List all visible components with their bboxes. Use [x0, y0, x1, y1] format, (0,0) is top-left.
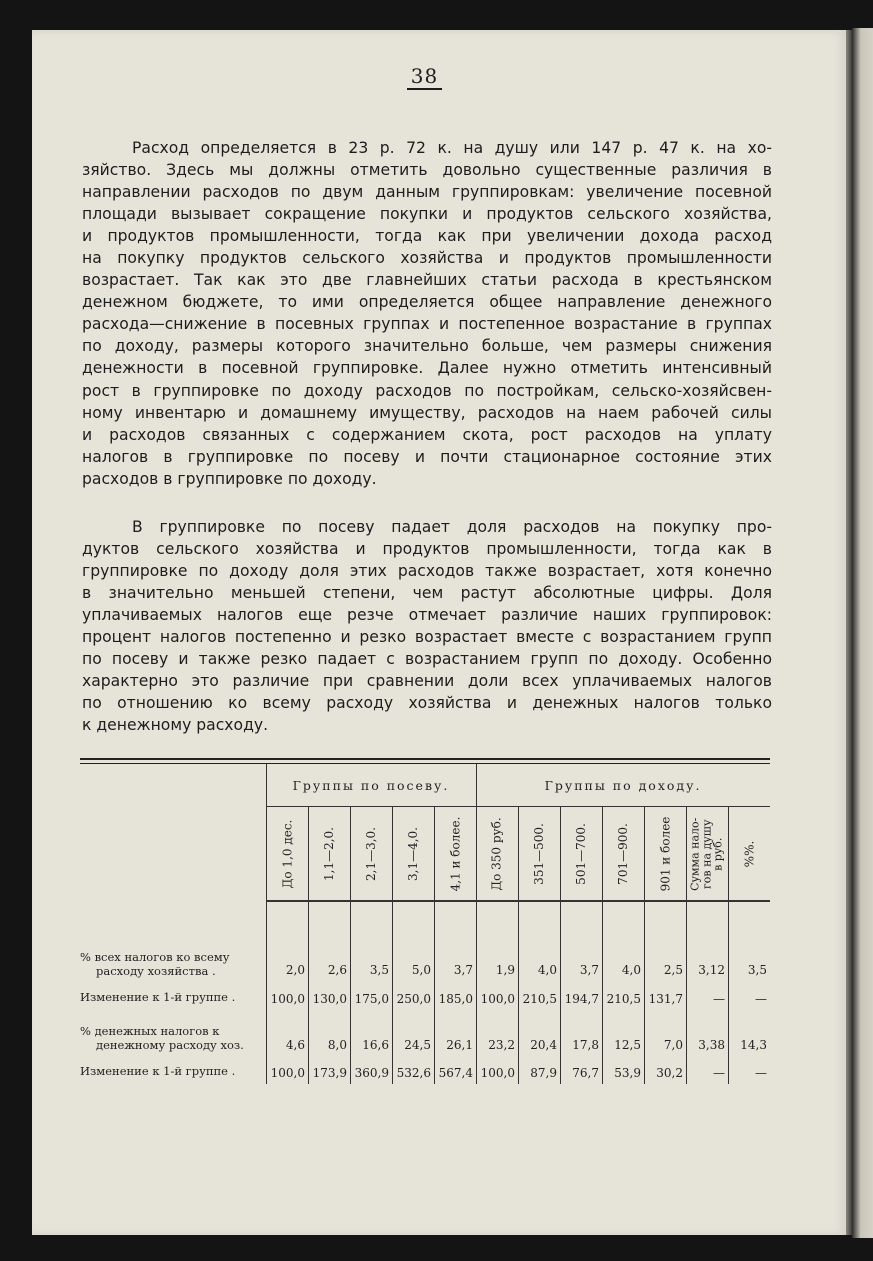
group-income-header: Группы по доходу. [544, 778, 702, 793]
row-label-line: денежному расходу хоз. [96, 1038, 244, 1052]
text-line: денежности в посевной группировке. Далее нужно отметить интенсивный [82, 359, 772, 378]
text-line: ному инвентарю и домашнему имуществу, расходов на наем рабочей силы [82, 403, 772, 422]
table-cell: 17,8 [572, 1038, 599, 1052]
text-line: по отношению ко всему расходу хозяйства и денежных налогов только [82, 694, 772, 713]
table-cell: 8,0 [327, 1038, 347, 1052]
column-header-text: 351—500. [532, 823, 546, 885]
row-label-line: % денежных налогов к [80, 1024, 220, 1038]
text-line: на покупку продуктов сельского хозяйства и продуктов промышленности [82, 249, 772, 268]
column-header-text: 2,1—3,0. [364, 827, 379, 881]
table-cell: 2,6 [327, 963, 347, 977]
text-line: направлении расходов по двум данным группировкам: увеличение посевной [82, 183, 772, 202]
table-cell: 3,38 [698, 1038, 725, 1052]
text-line: расходов в группировке по доходу. [82, 469, 377, 488]
column-header [645, 806, 685, 902]
table-cell: 53,9 [614, 1066, 641, 1080]
text-line: к денежному расходу. [82, 716, 269, 735]
column-header-text: До 1,0 дес. [280, 819, 294, 889]
table-cell: 3,7 [579, 963, 599, 977]
text-line: в значительно меньшей степени, чем растут абсолютные цифры. Доля [82, 584, 772, 603]
column-header-text: 3,1—4,0. [406, 827, 421, 881]
column-header [435, 806, 475, 902]
table-cell: — [713, 1066, 725, 1080]
row-label [80, 1024, 262, 1052]
table-cell: 210,5 [606, 992, 641, 1006]
table-cell: 567,4 [438, 1066, 473, 1080]
text-line: рост в группировке по доходу расходов по постройкам, сельско-хозяйсвен- [82, 381, 772, 400]
table-cell: 2,0 [285, 963, 305, 977]
page-number-text: 38 [407, 64, 442, 90]
table-cell: 131,7 [648, 992, 683, 1006]
table-cell: 16,6 [362, 1038, 389, 1052]
table-cell: 194,7 [564, 992, 599, 1006]
table-cell: 2,5 [663, 963, 683, 977]
column-header-text: 4,1 и более. [448, 816, 462, 892]
table-cell: 130,0 [312, 992, 347, 1006]
table-cell: 175,0 [354, 992, 389, 1006]
text-line: и продуктов промышленности, тогда как при увеличении дохода расход [82, 227, 772, 246]
column-header [729, 806, 769, 902]
table-cell: 1,9 [495, 963, 515, 977]
text-line: дуктов сельского хозяйства и продуктов промышленности, тогда как в [82, 540, 772, 559]
next-page-edge [852, 28, 873, 1238]
column-header-text: До 350 руб. [490, 817, 505, 891]
table-cell: 210,5 [522, 992, 557, 1006]
row-label-line: Изменение к 1-й группе . [80, 990, 236, 1004]
text-line: денежном бюджете, то ими определяется общее направление денежного [82, 293, 772, 312]
table-cell: 250,0 [396, 992, 431, 1006]
table-cell: 4,6 [285, 1038, 305, 1052]
table-cell: 30,2 [656, 1066, 683, 1080]
row-label [80, 1064, 262, 1078]
text-line: процент налогов постепенно и резко возрастает вместе с возрастанием групп [82, 628, 772, 647]
text-line: возрастает. Так как это две главнейших статьи расхода в крестьянском [82, 271, 772, 290]
table-cell: 3,5 [369, 963, 389, 977]
text-line: характерно это различие при сравнении доли всех уплачиваемых налогов [82, 672, 772, 691]
text-line: уплачиваемых налогов еще резче отмечает различие наших группировок: [82, 606, 772, 625]
table-cell: 12,5 [614, 1038, 641, 1052]
row-label [80, 950, 262, 978]
text-line: Расход определяется в 23 р. 72 к. на душу или 147 р. 47 к. на хо- [132, 139, 772, 157]
column-header-text: 1,1—2,0. [322, 827, 337, 881]
table-cell: 100,0 [270, 992, 305, 1006]
table-cell: — [755, 992, 767, 1006]
column-header [351, 806, 391, 902]
table-cell: 5,0 [411, 963, 431, 977]
table-cell: — [713, 992, 725, 1006]
table-cell: 20,4 [530, 1038, 557, 1052]
text-line: расхода—снижение в посевных группах и постепенное возрастание в группах [82, 315, 772, 334]
table-cell: 76,7 [572, 1066, 599, 1080]
table-cell: 4,0 [537, 963, 557, 977]
text-line: и расходов связанных с содержанием скота, рост расходов на уплату [82, 425, 772, 444]
table-cell: 87,9 [530, 1066, 557, 1080]
text-line: по доходу, размеры которого значительно больше, чем размеры снижения [82, 337, 772, 356]
column-header [603, 806, 643, 902]
row-label [80, 990, 262, 1004]
table-cell: — [755, 1066, 767, 1080]
table-cell: 100,0 [480, 1066, 515, 1080]
table-cell: 100,0 [270, 1066, 305, 1080]
text-line: В группировке по посеву падает доля расходов на покупку про- [132, 518, 772, 536]
table-cell: 26,1 [446, 1038, 473, 1052]
column-header-text: 901 и более [658, 816, 672, 892]
table-cell: 532,6 [396, 1066, 431, 1080]
column-header [267, 806, 307, 902]
column-header [561, 806, 601, 902]
row-label-line: Изменение к 1-й группе . [80, 1064, 236, 1078]
paragraph-1 [82, 137, 772, 490]
column-header [477, 806, 517, 902]
column-header-text: 701—900. [616, 823, 630, 885]
text-line: группировке по доходу доля этих расходов также возрастает, хотя конечно [82, 562, 772, 581]
group-sowing-header: Группы по посеву. [292, 778, 450, 793]
column-header [687, 806, 727, 902]
page-number [0, 64, 849, 88]
table-cell: 173,9 [312, 1066, 347, 1080]
text-line: зяйство. Здесь мы должны отметить довольно существенные различия в [82, 161, 772, 180]
column-header-text: %%. [742, 840, 756, 868]
table-cell: 3,7 [453, 963, 473, 977]
text-line: налогов в группировке по посеву и почти стационарное состояние этих [82, 447, 772, 466]
column-header [519, 806, 559, 902]
column-header-text: 501—700. [574, 823, 588, 885]
table-cell: 3,12 [698, 963, 725, 977]
row-label-line: % всех налогов ко всему [80, 950, 230, 964]
table-cell: 360,9 [354, 1066, 389, 1080]
column-header [393, 806, 433, 902]
text-line: площади вызывает сокращение покупки и продуктов сельского хозяйства, [82, 205, 772, 224]
column-header [309, 806, 349, 902]
page-gutter [846, 30, 852, 1235]
row-label-line: расходу хозяйства . [96, 964, 216, 978]
table-top-rule [80, 758, 770, 764]
table-cell: 23,2 [488, 1038, 515, 1052]
table-cell: 185,0 [438, 992, 473, 1006]
text-line: по посеву и также резко падает с возрастанием групп по доходу. Особенно [82, 650, 772, 669]
table-cell: 24,5 [404, 1038, 431, 1052]
table-cell: 14,3 [740, 1038, 767, 1052]
paragraph-2 [82, 516, 772, 736]
tax-table [80, 758, 770, 1088]
table-cell: 4,0 [621, 963, 641, 977]
table-cell: 3,5 [747, 963, 767, 977]
table-cell: 100,0 [480, 992, 515, 1006]
column-header-text: Сумма нало- гов на душу в руб. [688, 817, 725, 891]
table-cell: 7,0 [663, 1038, 683, 1052]
